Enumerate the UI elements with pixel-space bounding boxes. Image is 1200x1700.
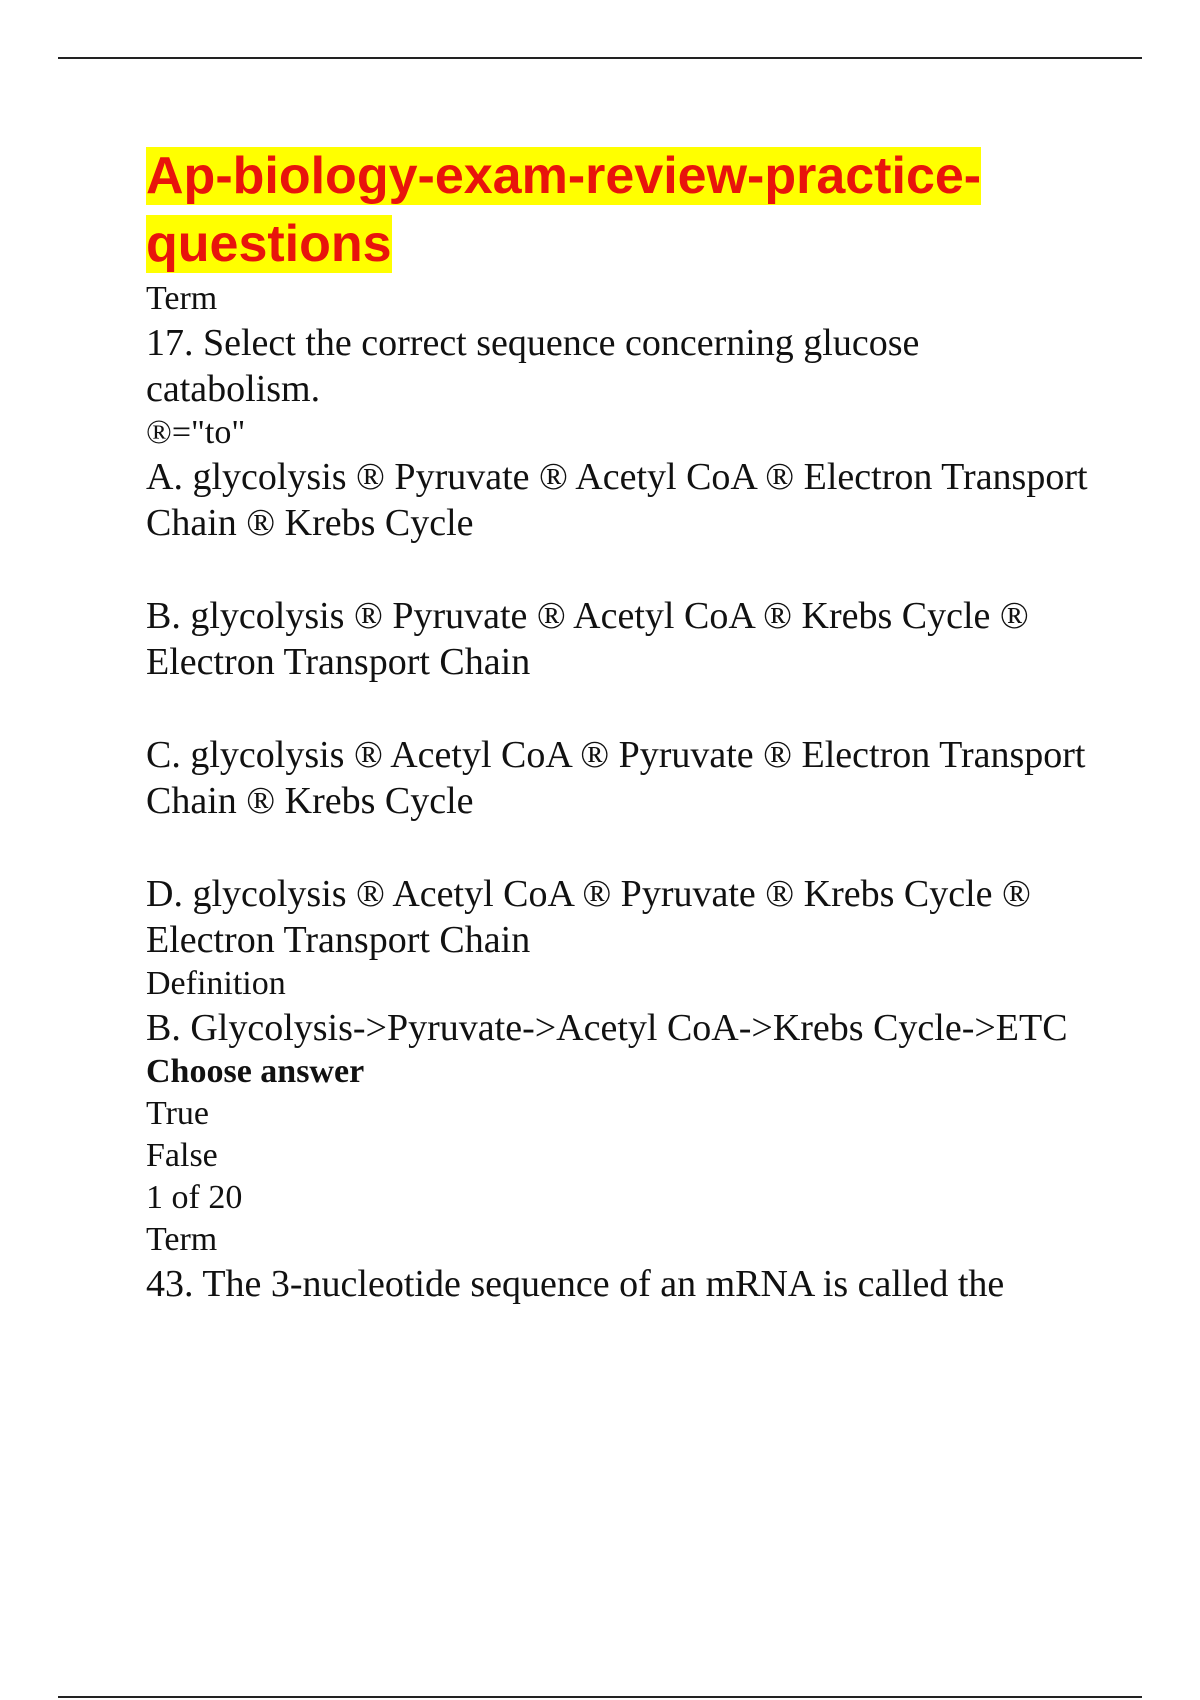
option-a: A. glycolysis ® Pyruvate ® Acetyl CoA ® Electron Transport Chain ® Krebs Cycle <box>146 456 1088 544</box>
option-d: D. glycolysis ® Acetyl CoA ® Pyruvate ® Krebs Cycle ® Electron Transport Chain <box>146 873 1031 961</box>
symbol-note: ®="to" <box>146 414 246 451</box>
flashcard-2 <box>146 1219 1096 1307</box>
spacer <box>146 824 1096 871</box>
document-body <box>146 142 1096 1307</box>
spacer <box>146 685 1096 732</box>
option-c: C. glycolysis ® Acetyl CoA ® Pyruvate ® Electron Transport Chain ® Krebs Cycle <box>146 734 1086 822</box>
definition-text: B. Glycolysis->Pyruvate->Acetyl CoA->Krebs Cycle->ETC <box>146 1007 1068 1049</box>
flashcard-1 <box>146 278 1096 1219</box>
term-label: Term <box>146 280 218 317</box>
spacer <box>146 546 1096 593</box>
choice-false[interactable]: False <box>146 1137 218 1174</box>
definition-label: Definition <box>146 965 286 1002</box>
question-text: 17. Select the correct sequence concerning glucose catabolism. <box>146 322 920 410</box>
bottom-rule <box>58 1696 1142 1698</box>
top-rule <box>58 57 1142 59</box>
term-label: Term <box>146 1221 218 1258</box>
card-counter: 1 of 20 <box>146 1179 243 1216</box>
title-block <box>146 142 1096 278</box>
choice-true[interactable]: True <box>146 1095 209 1132</box>
question-text: 43. The 3-nucleotide sequence of an mRNA is called the <box>146 1263 1005 1305</box>
document-title: Ap-biology-exam-review-practice-questions <box>146 147 982 273</box>
choose-answer-label: Choose answer <box>146 1053 365 1090</box>
option-b: B. glycolysis ® Pyruvate ® Acetyl CoA ® Krebs Cycle ® Electron Transport Chain <box>146 595 1029 683</box>
